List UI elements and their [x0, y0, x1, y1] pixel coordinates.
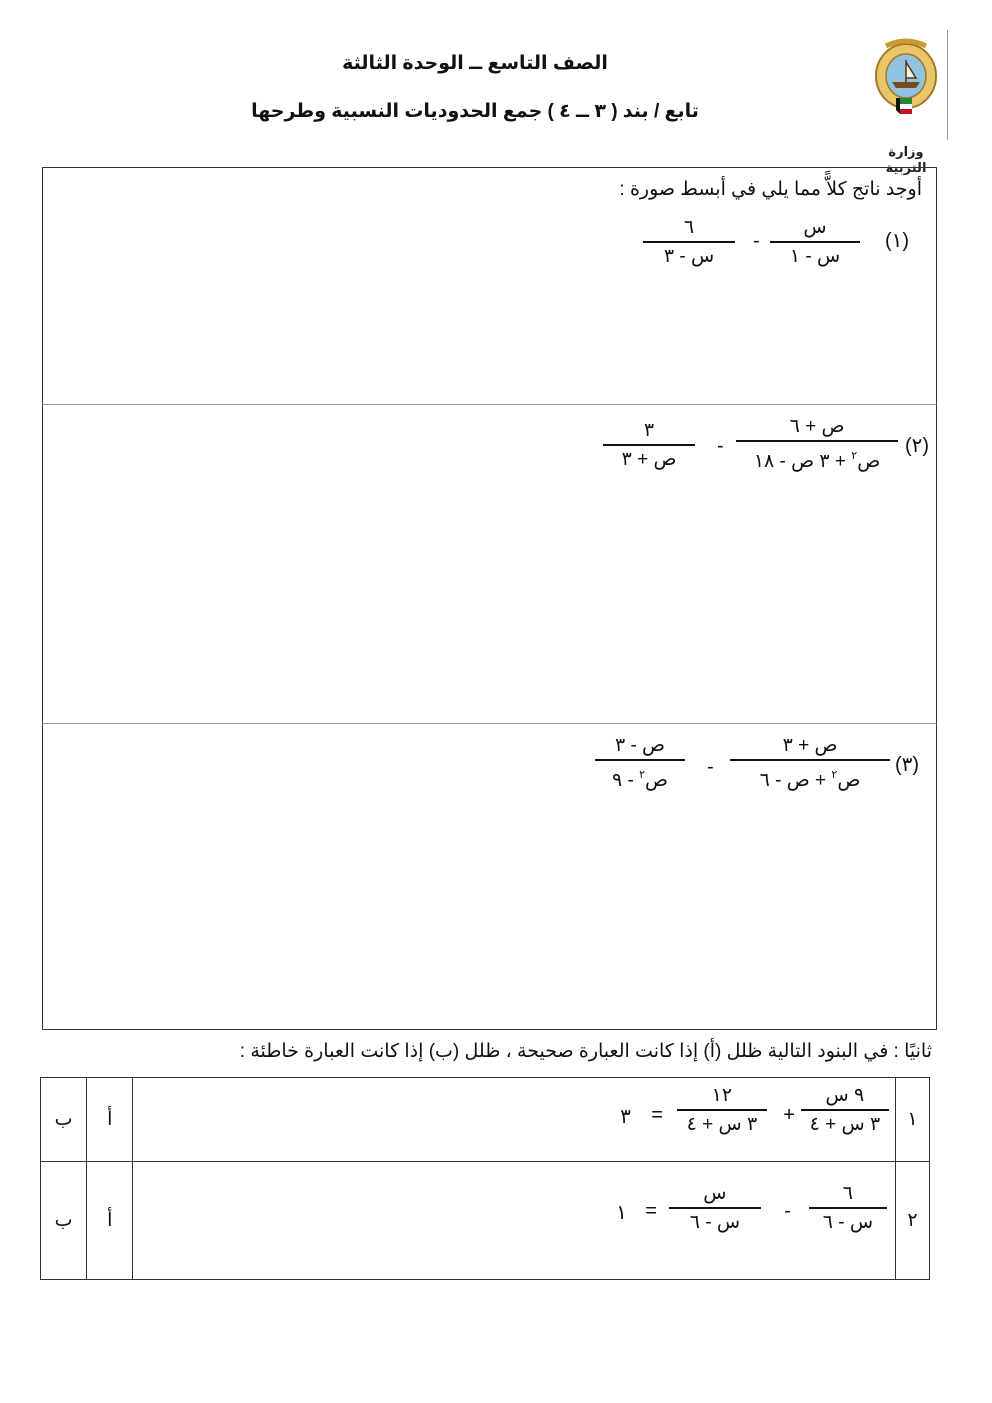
fraction-1 [730, 734, 890, 793]
option-a[interactable]: أ [87, 1162, 133, 1280]
fraction-2 [603, 419, 695, 472]
result-value: ٣ [620, 1106, 631, 1128]
instruction-text: أوجد ناتج كلاًّ مما يلي في أبسط صورة : [619, 179, 922, 200]
denominator: ص$^٢$ + ص - ٦ [759, 769, 861, 791]
fraction-2: س س - ٦ [669, 1182, 761, 1235]
numerator: ٣ [603, 419, 695, 446]
numerator: ٦ [643, 216, 735, 243]
fraction-2 [595, 734, 685, 793]
minus-sign: - [707, 756, 714, 778]
fraction-2: ١٢ ٣ س + ٤ [677, 1084, 767, 1137]
logo-text: وزارة التربية [885, 144, 927, 175]
question-box-3 [42, 723, 937, 1030]
page-title: الصف التاسع ــ الوحدة الثالثة [342, 53, 608, 74]
fraction-1: ٩ س ٣ س + ٤ [801, 1084, 889, 1137]
option-a[interactable]: أ [87, 1078, 133, 1162]
fraction-1 [736, 415, 898, 474]
row-number: ١ [895, 1078, 929, 1162]
question-number: (٢) [905, 435, 930, 457]
numerator: ص - ٣ [595, 734, 685, 761]
denominator: ص$^٢$ - ٩ [611, 769, 668, 791]
page-subtitle: تابع / بند ( ٣ ــ ٤ ) جمع الحدوديات النسبية وطرحها [251, 101, 699, 122]
minus-sign: - [784, 1200, 791, 1222]
denominator: ص$^٢$ + ٣ ص - ١٨ [753, 450, 881, 472]
ministry-logo [866, 30, 948, 175]
question-box-2 [42, 404, 937, 724]
result-value: ١ [616, 1202, 627, 1224]
question-number: (١) [885, 230, 910, 252]
fraction-1 [770, 216, 860, 269]
question-box-1 [42, 167, 937, 405]
plus-sign: + [783, 1104, 795, 1126]
denominator: س - ٣ [663, 246, 715, 267]
minus-sign: - [717, 435, 724, 457]
denominator: س - ١ [789, 246, 841, 267]
fraction-2 [643, 216, 735, 269]
question-number: (٣) [895, 754, 920, 776]
equals-sign: = [651, 1104, 663, 1126]
minus-sign: - [753, 230, 760, 252]
fraction-1: ٦ س - ٦ [809, 1182, 887, 1235]
numerator: س [770, 216, 860, 243]
section-2-title: ثانيًا : في البنود التالية ظلل (أ) إذا كانت العبارة صحيحة ، ظلل (ب) إذا كانت العبارة خاطئة : [239, 1041, 932, 1062]
numerator: ص + ٣ [730, 734, 890, 761]
numerator: ص + ٦ [736, 415, 898, 442]
true-false-table [40, 1077, 930, 1280]
expression-cell [133, 1078, 896, 1162]
denominator: ص + ٣ [621, 449, 677, 470]
expression-cell [133, 1162, 896, 1280]
kuwait-emblem-icon [872, 32, 940, 140]
option-b[interactable]: ب [41, 1078, 87, 1162]
table-row [41, 1078, 930, 1162]
option-b[interactable]: ب [41, 1162, 87, 1280]
row-number: ٢ [895, 1162, 929, 1280]
equals-sign: = [645, 1200, 657, 1222]
table-row [41, 1162, 930, 1280]
